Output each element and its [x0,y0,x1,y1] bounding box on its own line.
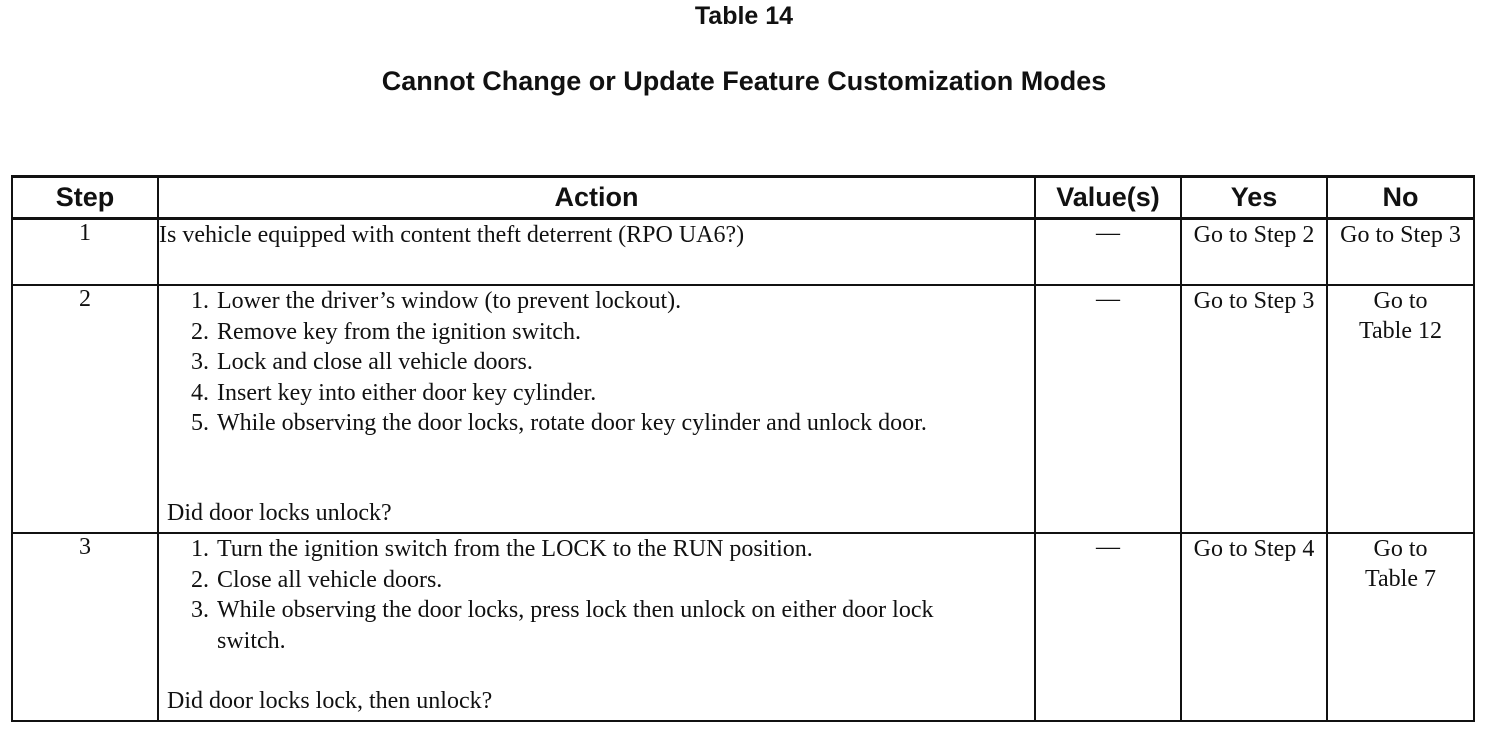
step-number: 2 [12,285,158,533]
table-row [12,285,1474,533]
no-cell: Go to Table 12 [1327,285,1474,533]
header-yes: Yes [1181,177,1327,219]
action-question: Did door locks lock, then unlock? [167,688,493,714]
action-step-item: 2. Remove key from the ignition switch. [215,317,1034,348]
action-steps-list [159,534,1034,656]
action-step-item: 5. While observing the door locks, rotate door key cylinder and unlock door. [215,408,1034,439]
value-cell: — [1035,285,1181,533]
action-step-item: 4. Insert key into either door key cylinder. [215,378,1034,409]
table-row [12,219,1474,286]
no-cell: Go to Table 7 [1327,533,1474,721]
table-title: Cannot Change or Update Feature Customization Modes [381,66,1107,96]
table-row [12,533,1474,721]
header-action: Action [158,177,1035,219]
value-cell: — [1035,533,1181,721]
yes-cell: Go to Step 2 [1181,219,1327,286]
action-question: Did door locks unlock? [167,500,392,526]
action-cell [158,533,1035,721]
value-cell: — [1035,219,1181,286]
no-cell: Go to Step 3 [1327,219,1474,286]
header-values: Value(s) [1035,177,1181,219]
action-step-item: 3. While observing the door locks, press lock then unlock on either door lock switch. [215,595,1034,656]
action-step-item: 3. Lock and close all vehicle doors. [215,347,1034,378]
yes-cell: Go to Step 3 [1181,285,1327,533]
table-number: Table 14 [694,2,794,30]
action-steps-list [159,286,1034,439]
header-row [12,177,1474,219]
header-no: No [1327,177,1474,219]
action-step-item: 1. Lower the driver’s window (to prevent lockout). [215,286,1034,317]
action-cell [158,285,1035,533]
action-step-item: 1. Turn the ignition switch from the LOCK to the RUN position. [215,534,1034,565]
yes-cell: Go to Step 4 [1181,533,1327,721]
action-step-item: 2. Close all vehicle doors. [215,565,1034,596]
action-cell [158,219,1035,286]
step-number: 3 [12,533,158,721]
action-question: Is vehicle equipped with content theft deterrent (RPO UA6?) [159,222,745,248]
header-step: Step [12,177,158,219]
step-number: 1 [12,219,158,286]
diagnostic-table [11,175,1475,722]
